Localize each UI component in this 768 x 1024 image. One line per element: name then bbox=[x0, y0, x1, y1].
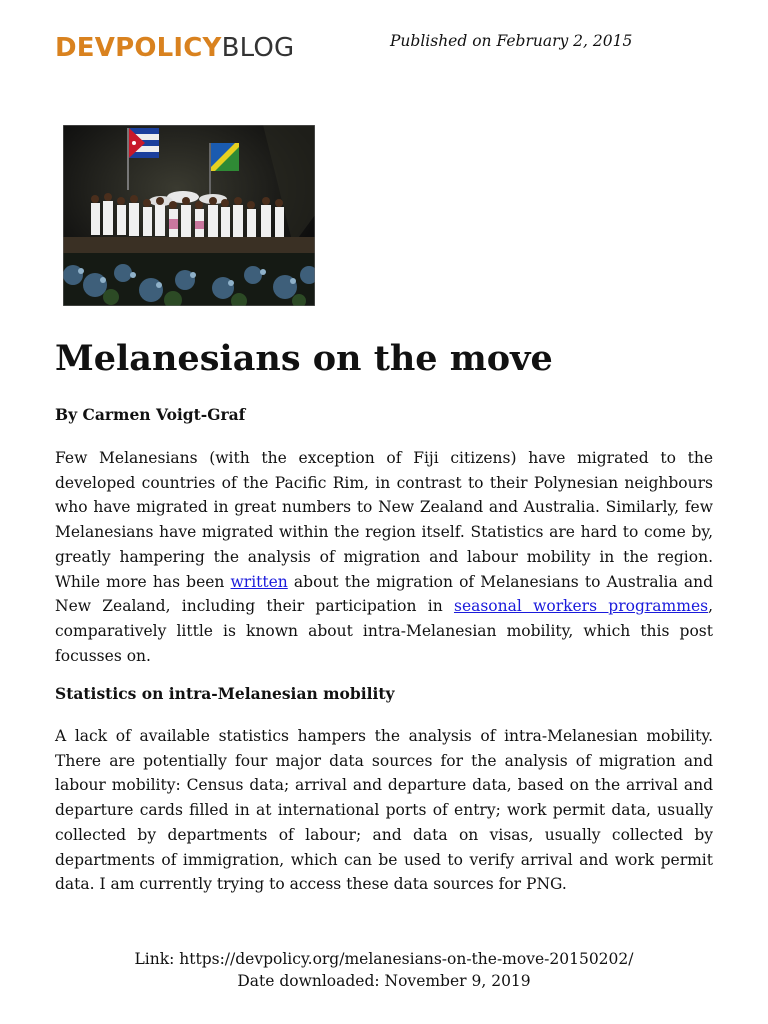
seasonal-workers-link[interactable]: seasonal workers programmes bbox=[453, 597, 709, 616]
stage-performers-image bbox=[63, 125, 315, 306]
page-footer bbox=[0, 948, 768, 992]
paragraph-text: , comparatively little is known about intra-Melanesian mobility, which this post focusses on. bbox=[55, 597, 714, 665]
article-title: Melanesians on the move bbox=[55, 338, 553, 379]
section-heading: Statistics on intra-Melanesian mobility bbox=[55, 684, 395, 703]
published-date: Published on February 2, 2015 bbox=[390, 32, 633, 50]
paragraph-text: Few Melanesians (with the exception of Fiji citizens) have migrated to the developed countries of the Pacific Rim, in contrast to their Polynesian neighbours who have migrated in great numbers to New Zealand and Australia. Similarly, few Melanesians have migrated within the region itself. Statistics are hard to come by, greatly hampering the analysis of migration and labour mobility in the region. While more has been bbox=[55, 449, 713, 591]
footer-link-line: Link: https://devpolicy.org/melanesians-on-the-move-20150202/ bbox=[134, 950, 634, 968]
logo-devpolicy: DEVPOLICY bbox=[55, 33, 222, 63]
written-link[interactable]: written bbox=[230, 572, 288, 591]
article-paragraph-1 bbox=[55, 446, 713, 668]
logo-blog: BLOG bbox=[221, 33, 295, 63]
footer-date-line: Date downloaded: November 9, 2019 bbox=[237, 972, 531, 990]
paragraph-text: about the migration of Melanesians to Australia and New Zealand, including their participation in bbox=[55, 572, 713, 616]
article-paragraph-2: A lack of available statistics hampers the analysis of intra-Melanesian mobility. There are potentially four major data sources for the analysis of migration and labour mobility: Census data; arrival and departure data, based on the arrival and departure cards filled in at international ports of entry; work permit data, usually collected by departments of labour; and data on visas, usually collected by departments of immigration, which can be used to verify arrival and work permit data. I am currently trying to access these data sources for PNG. bbox=[55, 727, 713, 894]
site-logo[interactable] bbox=[55, 33, 294, 63]
article-photo bbox=[63, 125, 315, 306]
article-byline: By Carmen Voigt-Graf bbox=[55, 405, 246, 424]
